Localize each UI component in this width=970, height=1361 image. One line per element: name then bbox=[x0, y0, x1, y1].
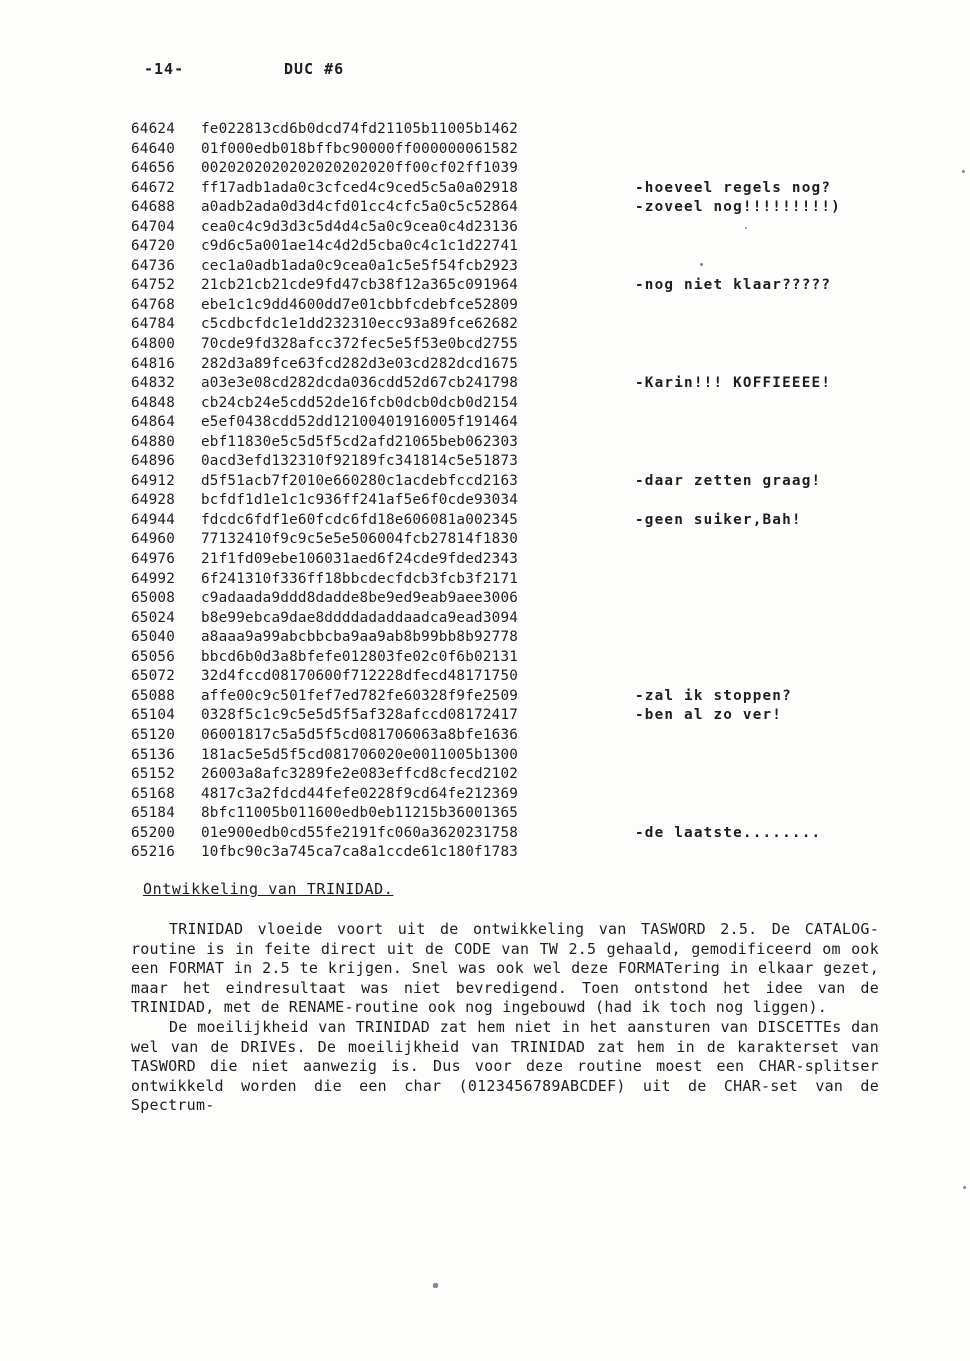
dump-row bbox=[131, 159, 911, 179]
dump-hex-bytes: 26003a8afc3289fe2e083effcd8cfecd2102 bbox=[201, 766, 519, 783]
dump-row bbox=[131, 570, 911, 590]
dump-row bbox=[131, 120, 911, 140]
dump-row bbox=[131, 296, 911, 316]
dump-address: 64976 bbox=[131, 551, 176, 568]
dump-address: 64896 bbox=[131, 453, 176, 470]
scan-speck bbox=[700, 263, 703, 266]
dump-row bbox=[131, 179, 911, 199]
dump-row bbox=[131, 746, 911, 766]
dump-hex-bytes: 77132410f9c9c5e5e506004fcb27814f1830 bbox=[201, 531, 519, 548]
dump-hex-bytes: fdcdc6fdf1e60fcdc6fd18e606081a002345 bbox=[201, 511, 519, 528]
dump-hex-bytes: c9d6c5a001ae14c4d2d5cba0c4c1c1d22741 bbox=[201, 238, 519, 255]
dump-hex-bytes: fe022813cd6b0dcd74fd21105b11005b1462 bbox=[201, 121, 519, 137]
dump-address: 64704 bbox=[131, 218, 176, 235]
dump-address: 64800 bbox=[131, 336, 176, 353]
dump-row bbox=[131, 628, 911, 648]
dump-row bbox=[131, 335, 911, 355]
page-number: -14- bbox=[144, 60, 185, 78]
dump-row bbox=[131, 785, 911, 805]
dump-address: 65104 bbox=[131, 707, 176, 724]
dump-row bbox=[131, 315, 911, 335]
scan-speck bbox=[745, 227, 747, 229]
dump-hex-bytes: 0acd3efd132310f92189fc341814c5e51873 bbox=[201, 453, 519, 470]
dump-hex-bytes: 0328f5c1c9c5e5d5f5af328afccd08172417 bbox=[201, 707, 519, 724]
dump-address: 64832 bbox=[131, 375, 176, 392]
dump-hex-bytes: cb24cb24e5cdd52de16fcb0dcb0dcb0d2154 bbox=[201, 394, 519, 411]
dump-address: 64944 bbox=[131, 511, 176, 528]
dump-hex-bytes: ff17adb1ada0c3cfced4c9ced5c5a0a02918 bbox=[201, 179, 519, 196]
dump-comment: -zal ik stoppen? bbox=[635, 687, 792, 704]
dump-address: 65040 bbox=[131, 629, 176, 646]
dump-hex-bytes: a8aaa9a99abcbbcba9aa9ab8b99bb8b92778 bbox=[201, 629, 519, 646]
dump-hex-bytes: 4817c3a2fdcd44fefe0228f9cd64fe212369 bbox=[201, 785, 519, 802]
dump-hex-bytes: 10fbc90c3a745ca7ca8a1ccde61c180f1783 bbox=[201, 844, 519, 861]
dump-hex-bytes: bbcd6b0d3a8bfefe012803fe02c0f6b02131 bbox=[201, 648, 519, 665]
dump-address: 64736 bbox=[131, 257, 176, 274]
dump-row bbox=[131, 804, 911, 824]
dump-row bbox=[131, 140, 911, 160]
dump-row bbox=[131, 198, 911, 218]
dump-row bbox=[131, 374, 911, 394]
dump-comment: -ben al zo ver! bbox=[635, 707, 783, 724]
section-heading: Ontwikkeling van TRINIDAD. bbox=[143, 880, 394, 898]
scan-speck bbox=[963, 1186, 966, 1189]
dump-hex-bytes: 21cb21cb21cde9fd47cb38f12a365c091964 bbox=[201, 277, 519, 294]
dump-row bbox=[131, 824, 911, 844]
dump-address: 64624 bbox=[131, 121, 176, 137]
dump-row bbox=[131, 609, 911, 629]
dump-address: 65200 bbox=[131, 824, 176, 841]
dump-address: 65072 bbox=[131, 668, 176, 685]
dump-row bbox=[131, 472, 911, 492]
dump-address: 64848 bbox=[131, 394, 176, 411]
dump-row bbox=[131, 843, 911, 863]
dump-row bbox=[131, 550, 911, 570]
dump-address: 64992 bbox=[131, 570, 176, 587]
dump-row bbox=[131, 257, 911, 277]
dump-row bbox=[131, 237, 911, 257]
dump-comment: -geen suiker,Bah! bbox=[635, 511, 802, 528]
dump-hex-bytes: affe00c9c501fef7ed782fe60328f9fe2509 bbox=[201, 687, 519, 704]
dump-address: 64656 bbox=[131, 160, 176, 177]
dump-hex-bytes: 6f241310f336ff18bbcdecfdcb3fcb3f2171 bbox=[201, 570, 519, 587]
dump-hex-bytes: 32d4fccd08170600f712228dfecd48171750 bbox=[201, 668, 519, 685]
dump-hex-bytes: 70cde9fd328afcc372fec5e5f53e0bcd2755 bbox=[201, 336, 519, 353]
dump-hex-bytes: 01f000edb018bffbc90000ff000000061582 bbox=[201, 140, 519, 157]
dump-hex-bytes: e5ef0438cdd52dd12100401916005f191464 bbox=[201, 414, 519, 431]
dump-address: 65168 bbox=[131, 785, 176, 802]
dump-comment: -daar zetten graag! bbox=[635, 472, 822, 489]
dump-hex-bytes: ebf11830e5c5d5f5cd2afd21065beb062303 bbox=[201, 433, 519, 450]
dump-row bbox=[131, 491, 911, 511]
dump-address: 65152 bbox=[131, 766, 176, 783]
dump-hex-bytes: 282d3a89fce63fcd282d3e03cd282dcd1675 bbox=[201, 355, 519, 372]
dump-hex-bytes: ebe1c1c9dd4600dd7e01cbbfcdebfce52809 bbox=[201, 296, 519, 313]
dump-row bbox=[131, 355, 911, 375]
dump-comment: -hoeveel regels nog? bbox=[635, 179, 832, 196]
page-header bbox=[144, 60, 344, 78]
dump-address: 64864 bbox=[131, 414, 176, 431]
dump-row bbox=[131, 218, 911, 238]
dump-address: 65088 bbox=[131, 687, 176, 704]
dump-hex-bytes: d5f51acb7f2010e660280c1acdebfccd2163 bbox=[201, 472, 519, 489]
dump-row bbox=[131, 667, 911, 687]
publication-title: DUC #6 bbox=[284, 60, 345, 78]
dump-row bbox=[131, 276, 911, 296]
dump-address: 64752 bbox=[131, 277, 176, 294]
paragraph: De moeilijkheid van TRINIDAD zat hem niet in het aansturen van DISCETTEs dan wel van de DRIVEs. De moeilijkheid van TRINIDAD zat hem in de karakterset van TASWORD die niet aanwezig is. Dus voor deze routine moest een CHAR-splitser ontwikkeld worden die een char (0123456789ABCDEF) uit de CHAR-set van de Spectrum- bbox=[131, 1017, 879, 1115]
dump-address: 65184 bbox=[131, 805, 176, 822]
dump-row bbox=[131, 726, 911, 746]
dump-hex-bytes: 8bfc11005b011600edb0eb11215b36001365 bbox=[201, 805, 519, 822]
scan-speck bbox=[962, 170, 965, 173]
dump-address: 64640 bbox=[131, 140, 176, 157]
dump-hex-bytes: 21f1fd09ebe106031aed6f24cde9fded2343 bbox=[201, 551, 519, 568]
dump-address: 64816 bbox=[131, 355, 176, 372]
dump-row bbox=[131, 394, 911, 414]
dump-hex-bytes: a0adb2ada0d3d4cfd01cc4cfc5a0c5c52864 bbox=[201, 199, 519, 216]
dump-hex-bytes: bcfdf1d1e1c1c936ff241af5e6f0cde93034 bbox=[201, 492, 519, 509]
dump-address: 64688 bbox=[131, 199, 176, 216]
dump-address: 64784 bbox=[131, 316, 176, 333]
dump-address: 65216 bbox=[131, 844, 176, 861]
dump-row bbox=[131, 706, 911, 726]
dump-hex-bytes: cea0c4c9d3d3c5d4d4c5a0c9cea0c4d23136 bbox=[201, 218, 519, 235]
dump-address: 64912 bbox=[131, 472, 176, 489]
dump-hex-bytes: 06001817c5a5d5f5cd081706063a8bfe1636 bbox=[201, 726, 519, 743]
paragraph: TRINIDAD vloeide voort uit de ontwikkeling van TASWORD 2.5. De CATALOG-routine is in feite direct uit de CODE van TW 2.5 gehaald, gemodificeerd om ook een FORMAT in 2.5 te krijgen. Snel was ook wel deze FORMATering in elkaar gezet, maar het eindresultaat was niet bevredigend. Toen ontstond het idee van de TRINIDAD, met de RENAME-routine ook nog ingebouwd (had ik toch nog liggen). bbox=[131, 920, 879, 1017]
dump-address: 64672 bbox=[131, 179, 176, 196]
dump-row bbox=[131, 648, 911, 668]
dump-row bbox=[131, 530, 911, 550]
dump-address: 64960 bbox=[131, 531, 176, 548]
dump-comment: -Karin!!! KOFFIEEEE! bbox=[635, 375, 832, 392]
dump-row bbox=[131, 511, 911, 531]
dump-hex-bytes: c5cdbcfdc1e1dd232310ecc93a89fce62682 bbox=[201, 316, 519, 333]
dump-hex-bytes: 181ac5e5d5f5cd081706020e0011005b1300 bbox=[201, 746, 519, 763]
dump-hex-bytes: b8e99ebca9dae8ddddadaddaadca9ead3094 bbox=[201, 609, 519, 626]
scan-speck bbox=[433, 1283, 438, 1288]
dump-address: 65056 bbox=[131, 648, 176, 665]
dump-row bbox=[131, 765, 911, 785]
dump-row bbox=[131, 433, 911, 453]
dump-hex-bytes: 0020202020202020202020ff00cf02ff1039 bbox=[201, 160, 519, 177]
hex-dump-listing bbox=[131, 120, 911, 863]
dump-comment: -nog niet klaar????? bbox=[635, 277, 832, 294]
dump-address: 64720 bbox=[131, 238, 176, 255]
dump-address: 65024 bbox=[131, 609, 176, 626]
dump-address: 65008 bbox=[131, 590, 176, 607]
dump-address: 64768 bbox=[131, 296, 176, 313]
dump-comment: -de laatste........ bbox=[635, 824, 822, 841]
dump-address: 64928 bbox=[131, 492, 176, 509]
dump-comment: -zoveel nog!!!!!!!!!) bbox=[635, 199, 841, 216]
dump-row bbox=[131, 589, 911, 609]
dump-hex-bytes: 01e900edb0cd55fe2191fc060a3620231758 bbox=[201, 824, 519, 841]
dump-address: 64880 bbox=[131, 433, 176, 450]
dump-row bbox=[131, 687, 911, 707]
dump-address: 65136 bbox=[131, 746, 176, 763]
dump-address: 65120 bbox=[131, 726, 176, 743]
dump-hex-bytes: c9adaada9ddd8dadde8be9ed9eab9aee3006 bbox=[201, 590, 519, 607]
dump-row bbox=[131, 452, 911, 472]
dump-row bbox=[131, 413, 911, 433]
dump-hex-bytes: a03e3e08cd282dcda036cdd52d67cb241798 bbox=[201, 375, 519, 392]
section-body bbox=[131, 920, 879, 1116]
dump-hex-bytes: cec1a0adb1ada0c9cea0a1c5e5f54fcb2923 bbox=[201, 257, 519, 274]
